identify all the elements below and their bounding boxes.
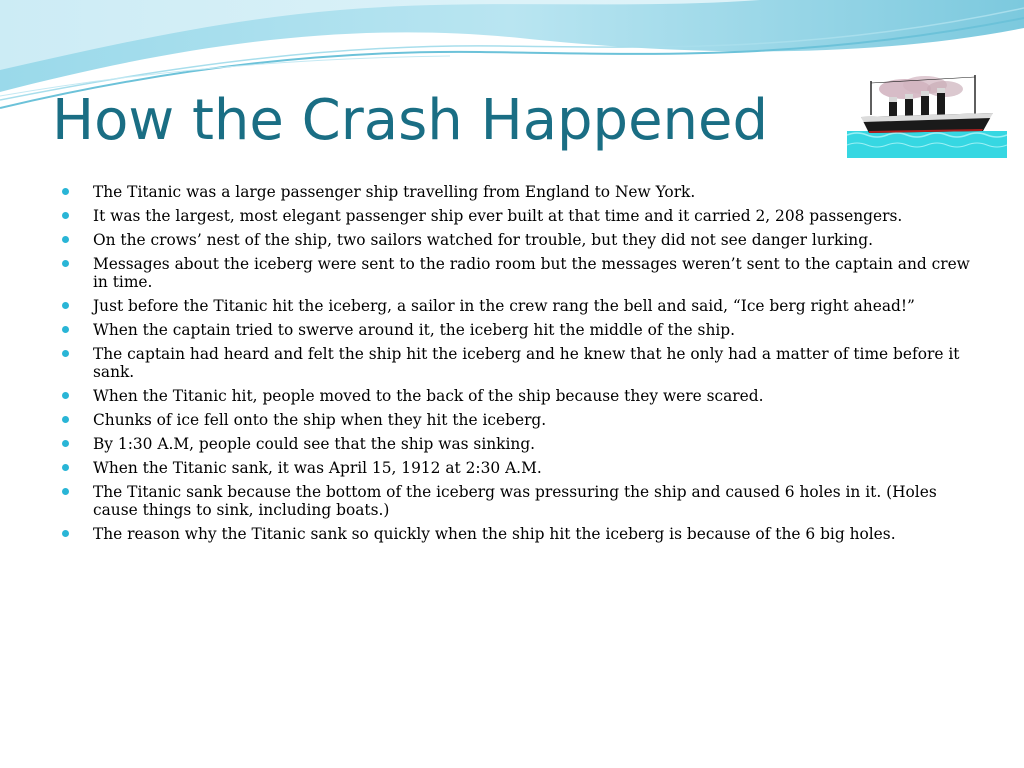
bullet-text: Chunks of ice fell onto the ship when they hit the iceberg. [93, 411, 547, 429]
bullet-dot [62, 416, 69, 423]
list-item [62, 411, 972, 429]
bullet-dot [62, 236, 69, 243]
slide-title: How the Crash Happened [52, 88, 769, 153]
bullet-dot [62, 188, 69, 195]
bullet-text: Just before the Titanic hit the iceberg, a sailor in the crew rang the bell and said, “Ice berg right ahead!” [93, 297, 915, 315]
bullet-dot [62, 392, 69, 399]
bullet-text: On the crows’ nest of the ship, two sailors watched for trouble, but they did not see danger lurking. [93, 231, 873, 249]
bullet-text: When the captain tried to swerve around it, the iceberg hit the middle of the ship. [93, 321, 736, 339]
bullet-dot [62, 530, 69, 537]
bullet-dot [62, 302, 69, 309]
list-item [62, 435, 972, 453]
bullet-dot [62, 260, 69, 267]
list-item [62, 207, 972, 225]
bullet-text: When the Titanic sank, it was April 15, 1912 at 2:30 A.M. [93, 459, 542, 477]
list-item [62, 483, 972, 519]
bullet-text: The reason why the Titanic sank so quickly when the ship hit the iceberg is because of the 6 big holes. [93, 525, 896, 543]
bullet-text: It was the largest, most elegant passenger ship ever built at that time and it carried 2, 208 passengers. [93, 207, 903, 225]
bullet-dot [62, 350, 69, 357]
bullet-dot [62, 326, 69, 333]
list-item [62, 525, 972, 543]
bullet-dot [62, 212, 69, 219]
list-item [62, 297, 972, 315]
bullet-text: The Titanic sank because the bottom of the iceberg was pressuring the ship and caused 6 holes in it. (Holes cause things to sink, including boats.) [93, 483, 937, 519]
list-item [62, 183, 972, 201]
bullet-text: When the Titanic hit, people moved to the back of the ship because they were scared. [93, 387, 764, 405]
bullet-text: The captain had heard and felt the ship hit the iceberg and he knew that he only had a matter of time before it sank. [93, 345, 960, 381]
bullet-text: Messages about the iceberg were sent to the radio room but the messages weren’t sent to the captain and crew in time. [93, 255, 970, 291]
titanic-ship-icon [847, 59, 1007, 158]
list-item [62, 345, 972, 381]
bullet-dot [62, 488, 69, 495]
list-item [62, 387, 972, 405]
list-item [62, 321, 972, 339]
bullet-text: By 1:30 A.M, people could see that the ship was sinking. [93, 435, 536, 453]
list-item [62, 255, 972, 291]
bullet-list [62, 183, 972, 549]
bullet-dot [62, 440, 69, 447]
list-item [62, 231, 972, 249]
bullet-text: The Titanic was a large passenger ship travelling from England to New York. [93, 183, 696, 201]
bullet-dot [62, 464, 69, 471]
list-item [62, 459, 972, 477]
